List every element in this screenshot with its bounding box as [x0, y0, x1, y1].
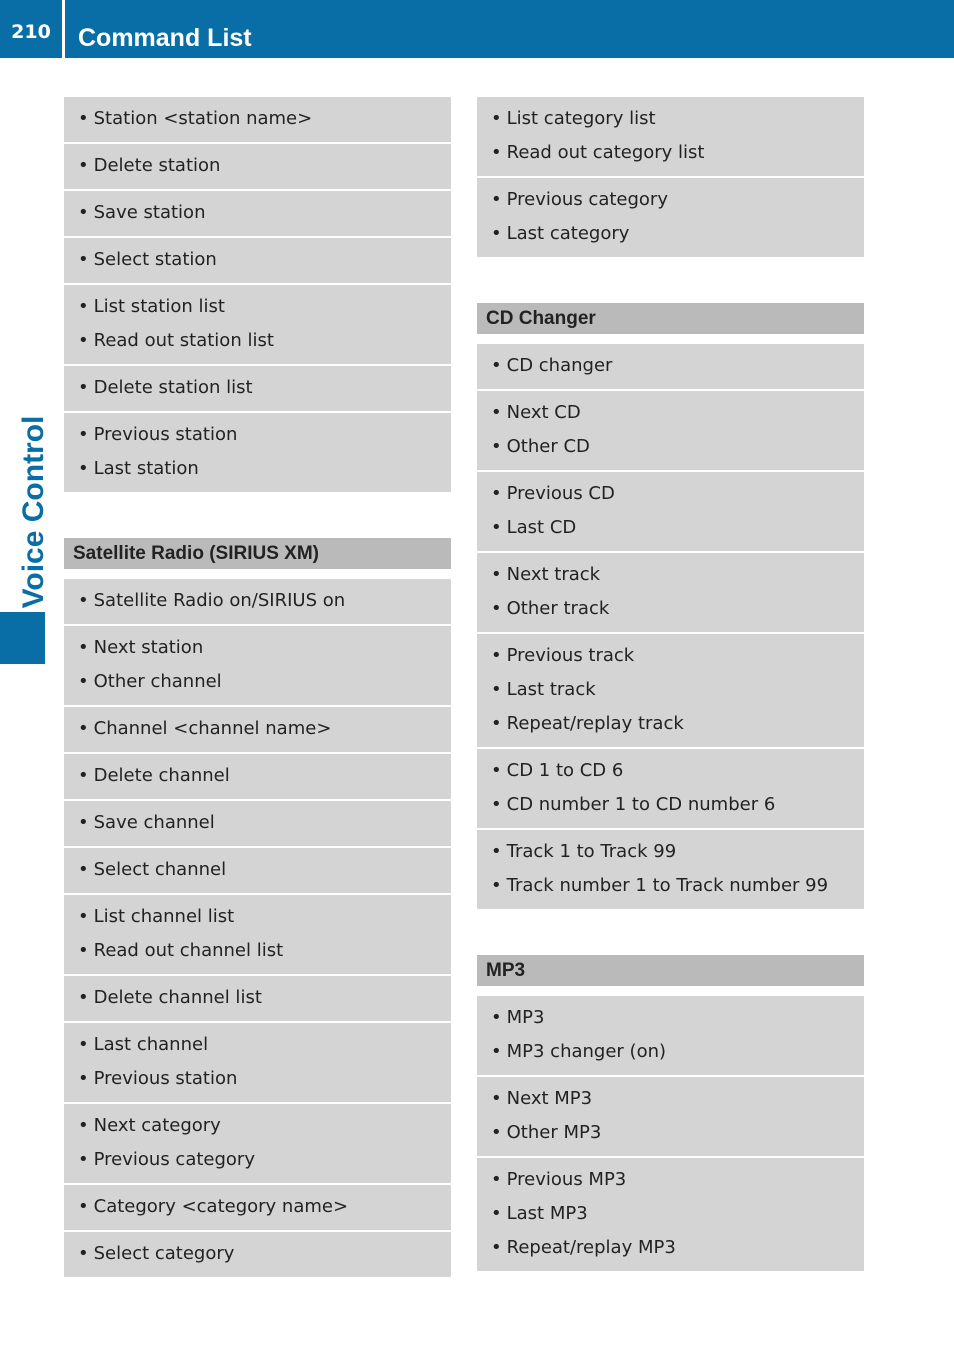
command-group [64, 976, 451, 1021]
command-text: Last track [506, 679, 596, 700]
command-group [477, 830, 864, 909]
command-text: Previous track [506, 645, 635, 666]
command-item [64, 712, 451, 746]
bullet-icon: • [491, 142, 502, 163]
page-number: 210 [11, 21, 51, 43]
command-text: MP3 changer (on) [506, 1041, 667, 1062]
command-text: Previous CD [506, 483, 615, 504]
command-group [64, 801, 451, 846]
bullet-icon: • [491, 1122, 502, 1143]
command-item [64, 1028, 451, 1062]
bullet-icon: • [491, 517, 502, 538]
mp3-commands-list [477, 996, 864, 1271]
command-text: Delete channel list [93, 987, 262, 1008]
command-item [64, 759, 451, 793]
command-group [477, 391, 864, 470]
bullet-icon: • [78, 1243, 89, 1264]
bullet-icon: • [78, 202, 89, 223]
command-item [477, 835, 864, 869]
command-text: Satellite Radio on/SIRIUS on [93, 590, 346, 611]
bullet-icon: • [78, 458, 89, 479]
category-commands-list [477, 97, 864, 257]
bullet-icon: • [491, 223, 502, 244]
command-group [477, 344, 864, 389]
command-item [64, 806, 451, 840]
command-item [477, 349, 864, 383]
bullet-icon: • [491, 794, 502, 815]
command-item [64, 102, 451, 136]
bullet-icon: • [491, 841, 502, 862]
command-text: Last channel [93, 1034, 209, 1055]
command-text: Repeat/replay track [506, 713, 684, 734]
command-text: Repeat/replay MP3 [506, 1237, 676, 1258]
bullet-icon: • [78, 812, 89, 833]
command-group [64, 1104, 451, 1183]
command-group [64, 848, 451, 893]
command-text: Save station [93, 202, 206, 223]
command-text: Next CD [506, 402, 581, 423]
command-text: Previous category [93, 1149, 255, 1170]
command-text: Other CD [506, 436, 590, 457]
command-item [477, 788, 864, 822]
bullet-icon: • [78, 1115, 89, 1136]
command-item [477, 673, 864, 707]
command-item [477, 396, 864, 430]
command-group [64, 285, 451, 364]
bullet-icon: • [491, 1169, 502, 1190]
bullet-icon: • [491, 645, 502, 666]
command-text: Last station [93, 458, 199, 479]
command-group [64, 895, 451, 974]
bullet-icon: • [78, 330, 89, 351]
bullet-icon: • [491, 564, 502, 585]
command-group [64, 413, 451, 492]
command-item [477, 1082, 864, 1116]
command-item [477, 136, 864, 170]
command-group [64, 754, 451, 799]
command-item [477, 1197, 864, 1231]
command-item [64, 1190, 451, 1224]
command-group [64, 1023, 451, 1102]
command-text: Delete channel [93, 765, 230, 786]
command-item [64, 665, 451, 699]
command-item [64, 1143, 451, 1177]
command-item [477, 430, 864, 464]
command-item [477, 1163, 864, 1197]
command-item [64, 934, 451, 968]
command-text: Previous MP3 [506, 1169, 627, 1190]
command-text: Next station [93, 637, 204, 658]
page-title: Command List [78, 24, 252, 52]
command-group [64, 144, 451, 189]
command-item [477, 1035, 864, 1069]
command-item [477, 511, 864, 545]
command-text: Read out station list [93, 330, 274, 351]
command-text: Track 1 to Track 99 [506, 841, 677, 862]
command-text: Channel <channel name> [93, 718, 332, 739]
command-text: Read out category list [506, 142, 705, 163]
command-item [64, 371, 451, 405]
header-divider [62, 0, 65, 58]
command-group [64, 579, 451, 624]
command-group [64, 626, 451, 705]
command-item [64, 196, 451, 230]
command-group [64, 707, 451, 752]
bullet-icon: • [491, 679, 502, 700]
bullet-icon: • [491, 598, 502, 619]
command-text: Last MP3 [506, 1203, 588, 1224]
command-item [477, 639, 864, 673]
command-text: Other track [506, 598, 610, 619]
command-item [477, 1116, 864, 1150]
command-item [64, 1109, 451, 1143]
command-text: Last CD [506, 517, 577, 538]
command-item [64, 853, 451, 887]
command-group [477, 1077, 864, 1156]
bullet-icon: • [491, 108, 502, 129]
command-text: Other MP3 [506, 1122, 602, 1143]
section-tab-marker [0, 612, 45, 664]
command-group [477, 97, 864, 176]
command-item [477, 183, 864, 217]
command-item [64, 1237, 451, 1271]
bullet-icon: • [491, 1203, 502, 1224]
command-group [64, 97, 451, 142]
command-text: Next category [93, 1115, 221, 1136]
command-text: Previous station [93, 1068, 238, 1089]
command-text: Category <category name> [93, 1196, 349, 1217]
section-header-mp3: MP3 [477, 955, 864, 986]
command-group [477, 553, 864, 632]
command-text: Previous station [93, 424, 238, 445]
command-text: List station list [93, 296, 225, 317]
section-header-satellite-radio: Satellite Radio (SIRIUS XM) [64, 538, 451, 569]
command-item [477, 558, 864, 592]
command-item [477, 869, 864, 903]
command-group [477, 634, 864, 747]
right-column [477, 97, 864, 1273]
command-item [64, 900, 451, 934]
command-item [477, 754, 864, 788]
page-header [0, 0, 954, 58]
command-text: List category list [506, 108, 656, 129]
bullet-icon: • [78, 296, 89, 317]
command-group [64, 366, 451, 411]
bullet-icon: • [78, 590, 89, 611]
command-group [64, 1232, 451, 1277]
command-group [64, 1185, 451, 1230]
command-text: Track number 1 to Track number 99 [506, 875, 829, 896]
bullet-icon: • [491, 189, 502, 210]
bullet-icon: • [78, 1068, 89, 1089]
command-item [477, 477, 864, 511]
command-item [64, 324, 451, 358]
bullet-icon: • [491, 402, 502, 423]
command-text: Last category [506, 223, 630, 244]
command-item [64, 418, 451, 452]
bullet-icon: • [491, 1041, 502, 1062]
command-text: Other channel [93, 671, 222, 692]
bullet-icon: • [491, 355, 502, 376]
bullet-icon: • [78, 987, 89, 1008]
command-group [64, 238, 451, 283]
left-column [64, 97, 451, 1279]
command-text: CD changer [506, 355, 613, 376]
command-text: Previous category [506, 189, 668, 210]
bullet-icon: • [78, 155, 89, 176]
command-item [64, 290, 451, 324]
command-text: Next MP3 [506, 1088, 593, 1109]
command-item [477, 592, 864, 626]
bullet-icon: • [491, 875, 502, 896]
command-item [64, 149, 451, 183]
bullet-icon: • [491, 436, 502, 457]
bullet-icon: • [491, 483, 502, 504]
command-item [64, 243, 451, 277]
section-side-label: Voice Control [17, 415, 50, 609]
bullet-icon: • [78, 859, 89, 880]
command-item [64, 631, 451, 665]
command-item [64, 1062, 451, 1096]
command-group [477, 472, 864, 551]
command-group [477, 749, 864, 828]
bullet-icon: • [78, 249, 89, 270]
command-text: MP3 [506, 1007, 545, 1028]
satellite-commands-list [64, 579, 451, 1277]
command-item [64, 452, 451, 486]
command-group [477, 1158, 864, 1271]
bullet-icon: • [78, 108, 89, 129]
bullet-icon: • [78, 424, 89, 445]
bullet-icon: • [491, 713, 502, 734]
bullet-icon: • [78, 1034, 89, 1055]
radio-commands-list [64, 97, 451, 492]
bullet-icon: • [491, 1007, 502, 1028]
bullet-icon: • [78, 718, 89, 739]
command-item [477, 1231, 864, 1265]
command-text: Select channel [93, 859, 227, 880]
bullet-icon: • [78, 940, 89, 961]
command-group [477, 178, 864, 257]
command-text: Delete station list [93, 377, 253, 398]
bullet-icon: • [78, 1196, 89, 1217]
bullet-icon: • [78, 1149, 89, 1170]
command-text: Station <station name> [93, 108, 313, 129]
command-item [477, 217, 864, 251]
command-item [64, 981, 451, 1015]
command-text: Select station [93, 249, 217, 270]
section-header-cd-changer: CD Changer [477, 303, 864, 334]
command-item [477, 1001, 864, 1035]
command-item [477, 707, 864, 741]
command-text: CD number 1 to CD number 6 [506, 794, 776, 815]
command-text: Delete station [93, 155, 221, 176]
bullet-icon: • [78, 765, 89, 786]
bullet-icon: • [491, 1237, 502, 1258]
command-text: List channel list [93, 906, 235, 927]
command-item [477, 102, 864, 136]
bullet-icon: • [78, 906, 89, 927]
command-item [64, 584, 451, 618]
cd-changer-commands-list [477, 344, 864, 909]
command-text: Save channel [93, 812, 215, 833]
command-text: Next track [506, 564, 601, 585]
command-text: Read out channel list [93, 940, 284, 961]
command-group [477, 996, 864, 1075]
command-text: CD 1 to CD 6 [506, 760, 624, 781]
bullet-icon: • [491, 1088, 502, 1109]
command-group [64, 191, 451, 236]
bullet-icon: • [491, 760, 502, 781]
bullet-icon: • [78, 637, 89, 658]
bullet-icon: • [78, 671, 89, 692]
bullet-icon: • [78, 377, 89, 398]
command-text: Select category [93, 1243, 235, 1264]
